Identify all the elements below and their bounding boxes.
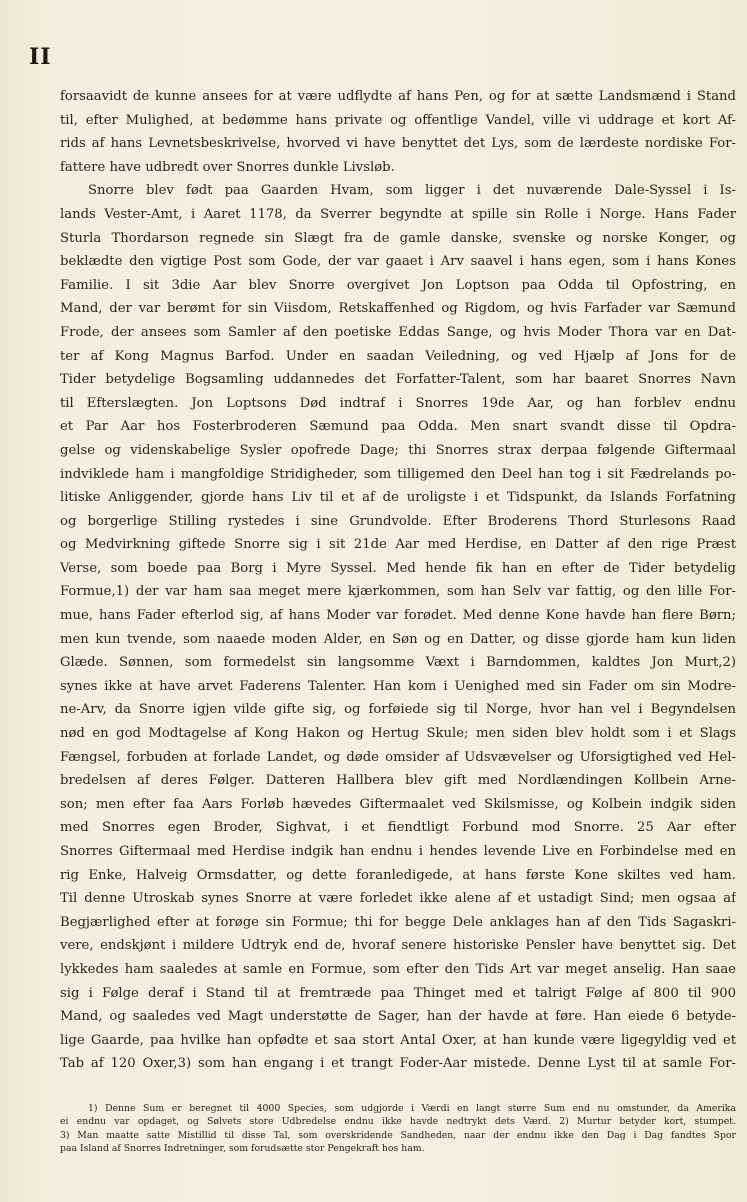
text-line: son; men efter faa Aars Forløb hævedes Giftermaalet ved Skilsmisse, og Kolbein indgik siden <box>60 796 736 812</box>
text-line: og Medvirkning giftede Snorre sig i sit 21de Aar med Herdise, en Datter af den rige Præst <box>60 537 736 553</box>
footnote-line: ei endnu var opdaget, og Sølvets store Udbredelse endnu ikke havde nedtrykt dets Værd. 2) Murtur betyder kort, stumpet. <box>60 1116 736 1128</box>
text-line: Fængsel, forbuden at forlade Landet, og døde omsider af Udsvævelser og Uforsigtighed ved Hel- <box>60 749 736 765</box>
footnote-line: 1) Denne Sum er beregnet til 4000 Species, som udgjorde i Værdi en langt større Sum end nu omstunder, da Amerika <box>88 1103 736 1114</box>
text-line: rids af hans Levnetsbeskrivelse, hvorved vi have benyttet det Lys, som de lærdeste nordiske For- <box>60 136 736 152</box>
text-line: til, efter Mulighed, at bedømme hans private og offentlige Vandel, ville vi uddrage et kort Af- <box>60 112 736 128</box>
footnotes <box>60 1102 736 1156</box>
text-line: Formue,1) der var ham saa meget mere kjærkommen, som han Selv var fattig, og den lille For- <box>60 584 736 600</box>
paragraph-start-line: Snorre blev født paa Gaarden Hvam, som ligger i det nuværende Dale-Syssel i Is- <box>88 183 736 199</box>
text-line: lige Gaarde, paa hvilke han opfødte et saa stort Antal Oxer, at han kunde være ligegyldig ved et <box>60 1032 736 1048</box>
footnote-line: 3) Man maatte satte Mistillid til disse Tal, som overskridende Sandheden, naar der endnu ikke den Dag i Dag fandtes Spor <box>60 1129 736 1141</box>
text-line: gelse og videnskabelige Sysler opofrede Dage; thi Snorres strax derpaa følgende Giftermaal <box>60 442 736 458</box>
text-line: Tider betydelige Bogsamling uddannedes det Forfatter-Talent, som har baaret Snorres Navn <box>60 372 736 388</box>
text-line: vere, endskjønt i mildere Udtryk end de, hvoraf senere historiske Pensler have benyttet sig. Det <box>60 938 736 954</box>
text-line: forsaavidt de kunne ansees for at være udflydte af hans Pen, og for at sætte Landsmænd i Stand <box>60 89 736 104</box>
text-line: beklædte den vigtige Post som Gode, der var gaaet i Arv saavel i hans egen, som i hans Kones <box>60 254 736 270</box>
text-line: Familie. I sit 3die Aar blev Snorre overgivet Jon Loptson paa Odda til Opfostring, en <box>60 277 736 293</box>
text-line: Snorres Giftermaal med Herdise indgik han endnu i hendes levende Live en Forbindelse med en <box>60 844 736 859</box>
text-line: sig i Følge deraf i Stand til at fremtræde paa Thinget med et talrigt Følge af 800 til 900 <box>60 985 736 1001</box>
text-line: ne-Arv, da Snorre igjen vilde gifte sig, og forføiede sig til Norge, hvor han vel i Begyndelsen <box>60 702 736 718</box>
text-line: til Efterslægten. Jon Loptsons Død indtraf i Snorres 19de Aar, og han forblev endnu <box>60 395 736 411</box>
text-line: Verse, som boede paa Borg i Myre Syssel. Med hende fik han en efter de Tider betydelig <box>60 560 736 576</box>
body-text <box>60 85 736 1076</box>
text-line: Tab af 120 Oxer,3) som han engang i et trangt Foder-Aar mistede. Denne Lyst til at samle For- <box>60 1056 736 1072</box>
text-line: lands Vester-Amt, i Aaret 1178, da Sverrer begyndte at spille sin Rolle i Norge. Hans Fader <box>60 206 736 222</box>
text-line: rig Enke, Halveig Ormsdatter, og dette foranledigede, at hans første Kone skiltes ved ham. <box>60 867 736 883</box>
text-line: indviklede ham i mangfoldige Stridigheder, som tilligemed den Deel han tog i sit Fædrelands po- <box>60 466 736 482</box>
text-line: nød en god Modtagelse af Kong Hakon og Hertug Skule; men siden blev holdt som i et Slags <box>60 726 736 742</box>
text-line: med Snorres egen Broder, Sighvat, i et fiendtligt Forbund mod Snorre. 25 Aar efter <box>60 820 736 836</box>
text-line: Mand, og saaledes ved Magt understøtte de Sager, han der havde at føre. Han eiede 6 betyde- <box>60 1009 736 1025</box>
text-line: lykkedes ham saaledes at samle en Formue, som efter den Tids Art var meget anselig. Han saae <box>60 961 736 977</box>
text-line: Frode, der ansees som Samler af den poetiske Eddas Sange, og hvis Moder Thora var en Dat- <box>60 324 736 340</box>
text-line: et Par Aar hos Fosterbroderen Sæmund paa Odda. Men snart svandt disse til Opdra- <box>60 419 736 435</box>
text-line: litiske Anliggender, gjorde hans Liv til et af de uroligste i et Tidspunkt, da Islands Forfatning <box>60 490 736 506</box>
text-line: Glæde. Sønnen, som formedelst sin langsomme Væxt i Barndommen, kaldtes Jon Murt,2) <box>60 655 736 671</box>
text-line: Til denne Utroskab synes Snorre at være forledet ikke alene af et ustadigt Sind; men ogsaa af <box>60 891 736 907</box>
text-line: synes ikke at have arvet Faderens Talenter. Han kom i Uenighed med sin Fader om sin Modre- <box>60 678 736 694</box>
text-line: Mand, der var berømt for sin Viisdom, Retskaffenhed og Rigdom, og hvis Farfader var Sæmund <box>60 301 736 317</box>
text-line: mue, hans Fader efterlod sig, af hans Moder var forødet. Med denne Kone havde han flere Børn; <box>60 608 736 624</box>
text-line: og borgerlige Stilling rystedes i sine Grundvolde. Efter Broderens Thord Sturlesons Raad <box>60 513 736 529</box>
text-line: fattere have udbredt over Snorres dunkle Livsløb. <box>60 159 395 175</box>
text-line: Begjærlighed efter at forøge sin Formue; thi for begge Dele anklages han af den Tids Sagaskri- <box>60 914 736 930</box>
text-line: men kun tvende, som naaede moden Alder, en Søn og en Datter, og disse gjorde ham kun liden <box>60 631 736 647</box>
page-number: II <box>29 44 52 70</box>
text-line: ter af Kong Magnus Barfod. Under en saadan Veiledning, og ved Hjælp af Jons for de <box>60 348 736 364</box>
footnote-line: paa Island af Snorres Indretninger, som forudsætte stor Pengekraft hos ham. <box>60 1143 425 1155</box>
text-line: Sturla Thordarson regnede sin Slægt fra de gamle danske, svenske og norske Konger, og <box>60 230 736 246</box>
text-line: bredelsen af deres Følger. Datteren Hallbera blev gift med Nordlændingen Kollbein Arne- <box>60 773 736 789</box>
